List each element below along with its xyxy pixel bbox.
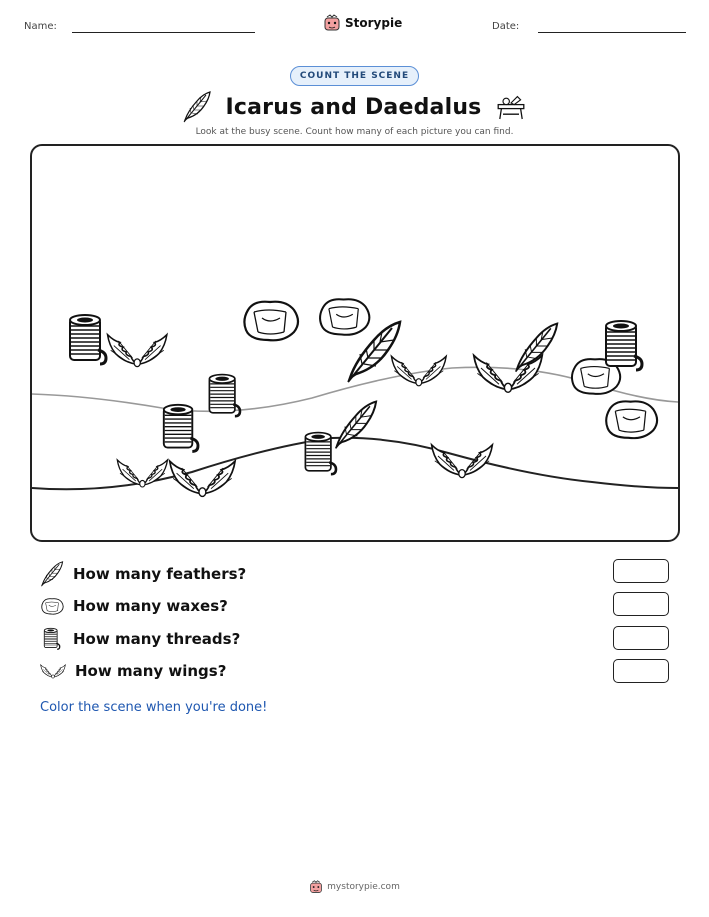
thread-item <box>164 405 198 452</box>
wings-icon <box>40 661 66 681</box>
answer-box-waxes[interactable] <box>613 592 669 616</box>
feather-icon <box>182 91 212 123</box>
question-threads <box>40 627 240 651</box>
wax-icon <box>40 595 64 617</box>
wings-item <box>170 461 235 496</box>
date-field[interactable] <box>538 32 686 33</box>
scene-frame <box>30 144 680 542</box>
foreground-hill-line <box>32 438 678 489</box>
question-feathers <box>40 561 246 587</box>
brand-logo <box>323 14 402 32</box>
site-footer <box>0 880 709 894</box>
wax-item <box>244 302 298 341</box>
question-wings <box>40 661 226 681</box>
brand-name: Storypie <box>345 16 403 30</box>
badge-wrap <box>0 66 709 86</box>
question-text: How many threads? <box>73 630 241 648</box>
workbench-icon <box>495 93 527 121</box>
instructions: Look at the busy scene. Count how many of each picture you can find. <box>195 127 514 137</box>
question-text: How many waxes? <box>73 597 228 615</box>
page-title: Icarus and Daedalus <box>225 94 482 120</box>
activity-badge: COUNT THE SCENE <box>290 66 419 86</box>
thread-item <box>209 375 240 417</box>
name-label: Name: <box>24 21 57 32</box>
answer-box-feathers[interactable] <box>613 559 669 583</box>
color-instruction: Color the scene when you're done! <box>40 700 268 715</box>
wax-item <box>320 299 369 335</box>
thread-item <box>305 433 336 475</box>
wings-item <box>432 445 493 478</box>
name-field[interactable] <box>72 32 255 33</box>
storypie-mascot-icon <box>309 880 323 894</box>
answer-box-wings[interactable] <box>613 659 669 683</box>
answer-box-threads[interactable] <box>613 626 669 650</box>
wings-item <box>108 335 167 367</box>
busy-scene-illustration <box>32 146 678 540</box>
wings-item <box>117 460 167 487</box>
date-label: Date: <box>492 21 520 32</box>
thread-item <box>606 321 642 370</box>
site-url[interactable]: mystorypie.com <box>327 882 400 892</box>
title-row <box>0 91 709 123</box>
question-text: How many wings? <box>75 662 227 680</box>
question-waxes <box>40 595 228 617</box>
wax-item <box>606 401 657 438</box>
thread-item <box>70 315 106 364</box>
wings-item <box>391 356 446 386</box>
feather-icon <box>40 561 64 587</box>
feather-item <box>336 402 377 449</box>
question-text: How many feathers? <box>73 565 247 583</box>
thread-icon <box>40 627 64 651</box>
storypie-mascot-icon <box>323 14 341 32</box>
